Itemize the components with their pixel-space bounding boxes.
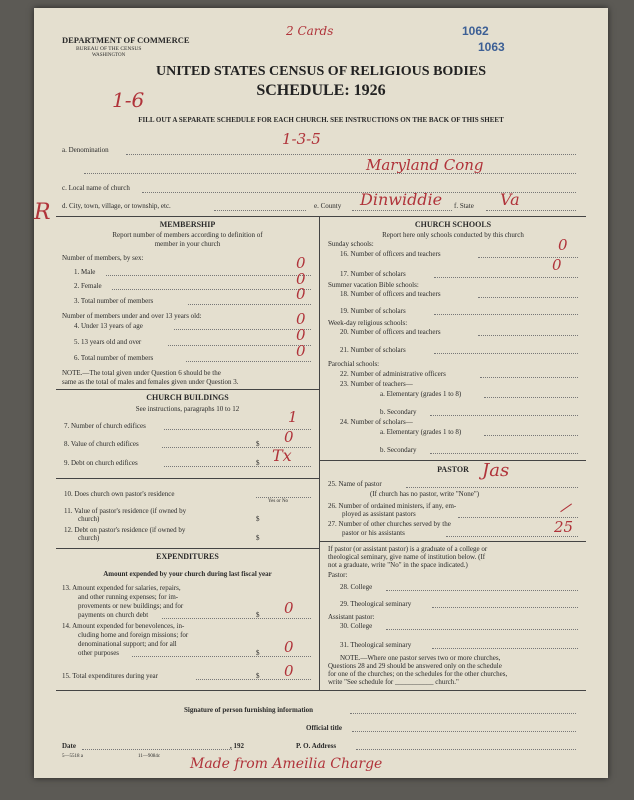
q14-label-4: other purposes [78, 649, 120, 657]
state-value: Va [500, 190, 520, 209]
q15-label: 15. Total expenditures during year [62, 672, 158, 680]
q5-line [168, 345, 311, 346]
denomination-value: 1-3-5 [282, 130, 321, 148]
q14-dollar: $ [256, 649, 260, 657]
official-title-line [352, 731, 576, 732]
q24b-line [430, 453, 578, 454]
membership-intro-1: Report number of members according to definition of [112, 231, 263, 239]
q31-line [432, 648, 578, 649]
q13-label-3: provements or new buildings; and for [78, 602, 184, 610]
q18-label: 18. Number of officers and teachers [340, 290, 441, 298]
q25-line [406, 487, 578, 488]
q12-dollar: $ [256, 534, 260, 542]
denomination-line [126, 154, 576, 155]
grad-note-2: theological seminary, give name of institution below. (If [328, 553, 486, 561]
q4-label: 4. Under 13 years of age [74, 322, 143, 330]
q29-line [432, 607, 578, 608]
pastor-heading: PASTOR [437, 465, 469, 474]
department-name: DEPARTMENT OF COMMERCE [62, 35, 190, 45]
under-over-label: Number of members under and over 13 years old: [62, 312, 202, 320]
pastor-note-1: NOTE.—Where one pastor serves two or more churches, [340, 654, 501, 662]
q23b-label: b. Secondary [380, 408, 417, 416]
q28-line [386, 590, 578, 591]
rule-membership [56, 389, 319, 390]
expenditures-heading: EXPENDITURES [156, 552, 219, 561]
form-code-1: 5—5518 a [62, 754, 83, 759]
pastor-note-3: for one of the churches; on the schedules for the other churches, [328, 670, 508, 678]
q24b-label: b. Secondary [380, 446, 417, 454]
q1-line [106, 275, 311, 276]
q25-value: Jas [482, 460, 510, 481]
line-b-value: Maryland Cong [366, 156, 484, 174]
q11-label-1: 11. Value of pastor's residence (if owned by [64, 507, 187, 515]
county-line [352, 210, 452, 211]
q3-line [188, 304, 311, 305]
q2-label: 2. Female [74, 282, 102, 290]
q26-label-2: ployed as assistant pastors [342, 510, 416, 518]
q22-label: 22. Number of administrative officers [340, 370, 446, 378]
q11-label-2: church) [78, 515, 100, 523]
q17-line [434, 277, 578, 278]
q13-label-2: and other running expenses; for im- [78, 593, 179, 601]
line-b [84, 173, 576, 174]
q6-line [186, 361, 311, 362]
instruction-line: FILL OUT A SEPARATE SCHEDULE FOR EACH CHURCH. SEE INSTRUCTIONS ON THE BACK OF THIS SHEET [138, 116, 504, 124]
q20-line [478, 335, 578, 336]
q14-label-3: denominational support; and for all [78, 640, 177, 648]
q23a-line [484, 397, 578, 398]
q29-label: 29. Theological seminary [340, 600, 412, 608]
rule-top [56, 216, 586, 217]
q10-line [256, 497, 311, 498]
q7-value: 1 [288, 408, 298, 426]
assistant-label: Assistant pastor: [328, 613, 375, 621]
q13-line [162, 618, 311, 619]
pastor-label: Pastor: [328, 571, 348, 579]
rule-bottom [56, 690, 586, 691]
q27-value: 25 [554, 518, 574, 536]
date-label: Date [62, 742, 76, 750]
q23a-label: a. Elementary (grades 1 to 8) [380, 390, 462, 398]
q13-label-4: payments on church debt [78, 611, 149, 619]
q17-value: 0 [552, 256, 562, 274]
q31-label: 31. Theological seminary [340, 641, 412, 649]
q6-value: 0 [296, 342, 306, 360]
q30-label: 30. College [340, 622, 373, 630]
by-sex-label: Number of members, by sex: [62, 254, 144, 262]
q23-label: 23. Number of teachers— [340, 380, 413, 388]
q2-value: 0 [296, 270, 306, 288]
po-address-label: P. O. Address [296, 742, 337, 750]
weekday-label: Week-day religious schools: [328, 319, 408, 327]
q26-dash-mark: — [554, 495, 577, 519]
q24a-line [484, 435, 578, 436]
q14-value: 0 [284, 638, 294, 656]
q12-label-1: 12. Debt on pastor's residence (if owned by [64, 526, 186, 534]
q11-dollar: $ [256, 515, 260, 523]
q4-value: 0 [296, 310, 306, 328]
denomination-label: a. Denomination [62, 146, 109, 154]
county-value: Dinwiddie [360, 190, 443, 209]
q16-value: 0 [558, 236, 568, 254]
state-label: f. State [454, 202, 474, 210]
date-year: , 192 [230, 742, 244, 750]
city-label: d. City, town, village, or township, etc. [62, 202, 171, 210]
membership-intro-2: member in your church [154, 240, 221, 248]
stamp-number-2: 1063 [478, 40, 505, 54]
q19-line [434, 314, 578, 315]
cards-note: 2 Cards [286, 24, 334, 38]
bureau-name: BUREAU OF THE CENSUS [76, 46, 142, 52]
rule-buildings [56, 548, 319, 549]
summer-label: Summer vacation Bible schools: [328, 281, 419, 289]
rule-pastor [320, 541, 586, 542]
form-code-2: 11—9084c [138, 754, 161, 759]
q20-label: 20. Number of officers and teachers [340, 328, 441, 336]
q9-line [164, 466, 311, 467]
signature-line [350, 713, 576, 714]
rule-schools [320, 460, 586, 461]
q3-label: 3. Total number of members [74, 297, 154, 305]
q3-value: 0 [296, 285, 306, 303]
county-label: e. County [314, 202, 342, 210]
state-line [486, 210, 576, 211]
parochial-label: Parochial schools: [328, 360, 380, 368]
q1-label: 1. Male [74, 268, 96, 276]
city-name: WASHINGTON [92, 53, 126, 58]
q30-line [386, 629, 578, 630]
yes-no-hint: Yes or No [268, 499, 289, 504]
po-address-line [356, 749, 576, 750]
q5-label: 5. 13 years old and over [74, 338, 142, 346]
q27-line [446, 536, 578, 537]
q19-label: 19. Number of scholars [340, 307, 406, 315]
q9-dollar: $ [256, 459, 260, 467]
q28-label: 28. College [340, 583, 373, 591]
q24-label: 24. Number of scholars— [340, 418, 413, 426]
left-margin-mark: 1-6 [112, 88, 145, 112]
q13-label-1: 13. Amount expended for salaries, repairs, [62, 584, 181, 592]
q1-value: 0 [296, 254, 306, 272]
q21-label: 21. Number of scholars [340, 346, 406, 354]
membership-heading: MEMBERSHIP [159, 220, 216, 229]
pastor-note-4: write "See schedule for ___________ church." [328, 678, 459, 686]
schools-intro: Report here only schools conducted by this church [382, 231, 524, 239]
sunday-label: Sunday schools: [328, 240, 374, 248]
pastor-note-2: Questions 28 and 29 should be answered only on the schedule [328, 662, 502, 670]
stamp-number-1: 1062 [462, 24, 489, 38]
grad-note-3: not a graduate, write "No" in the space indicated.) [328, 561, 468, 569]
q8-label: 8. Value of church edifices [64, 440, 139, 448]
q7-label: 7. Number of church edifices [64, 422, 146, 430]
form-title: UNITED STATES CENSUS OF RELIGIOUS BODIES [155, 64, 486, 79]
q24a-label: a. Elementary (grades 1 to 8) [380, 428, 462, 436]
q25-label: 25. Name of pastor [328, 480, 382, 488]
q12-label-2: church) [78, 534, 100, 542]
local-name-label: c. Local name of church [62, 184, 130, 192]
q17-label: 17. Number of scholars [340, 270, 406, 278]
official-title-label: Official title [306, 724, 342, 732]
schedule-title: SCHEDULE: 1926 [256, 82, 386, 99]
q27-label-1: 27. Number of other churches served by the [328, 520, 451, 528]
date-line [82, 749, 232, 750]
buildings-sub: See instructions, paragraphs 10 to 12 [135, 405, 240, 413]
signature-label: Signature of person furnishing information [184, 706, 313, 714]
q8-dollar: $ [256, 440, 260, 448]
q26-label-1: 26. Number of ordained ministers, if any, em- [328, 502, 457, 510]
q27-label-2: pastor or his assistants [342, 529, 405, 537]
q9-label: 9. Debt on church edifices [64, 459, 138, 467]
q14-label-2: cluding home and foreign missions; for [78, 631, 189, 639]
q13-value: 0 [284, 599, 294, 617]
q10-label: 10. Does church own pastor's residence [64, 490, 175, 498]
membership-note-2: same as the total of males and females given under Question 3. [62, 378, 239, 386]
q2-line [112, 289, 311, 290]
q8-value: 0 [284, 428, 294, 446]
q18-line [478, 297, 578, 298]
rule-buildings-sub [56, 478, 319, 479]
q4-line [174, 329, 311, 330]
q14-label-1: 14. Amount expended for benevolences, in- [62, 622, 185, 630]
q15-value: 0 [284, 662, 294, 680]
census-form [34, 8, 608, 778]
q23b-line [430, 415, 578, 416]
q25-note: (If church has no pastor, write "None") [370, 490, 480, 498]
q22-line [480, 377, 578, 378]
q9-value: Tx [272, 446, 292, 465]
q13-dollar: $ [256, 611, 260, 619]
schools-heading: CHURCH SCHOOLS [414, 220, 492, 229]
q16-line [478, 257, 578, 258]
q21-line [434, 353, 578, 354]
q16-label: 16. Number of officers and teachers [340, 250, 441, 258]
city-line [214, 210, 306, 211]
q15-dollar: $ [256, 672, 260, 680]
margin-r-mark: R [34, 200, 51, 225]
buildings-heading: CHURCH BUILDINGS [146, 393, 229, 402]
grad-note-1: If pastor (or assistant pastor) is a graduate of a college or [328, 545, 488, 553]
bottom-handwritten-note: Made from Ameilia Charge [190, 756, 383, 772]
q6-label: 6. Total number of members [74, 354, 154, 362]
expenditures-sub: Amount expended by your church during last fiscal year [103, 570, 272, 578]
q5-value: 0 [296, 326, 306, 344]
rule-center [319, 216, 320, 690]
q14-line [132, 656, 311, 657]
membership-note-1: NOTE.—The total given under Question 6 should be the [62, 369, 221, 377]
